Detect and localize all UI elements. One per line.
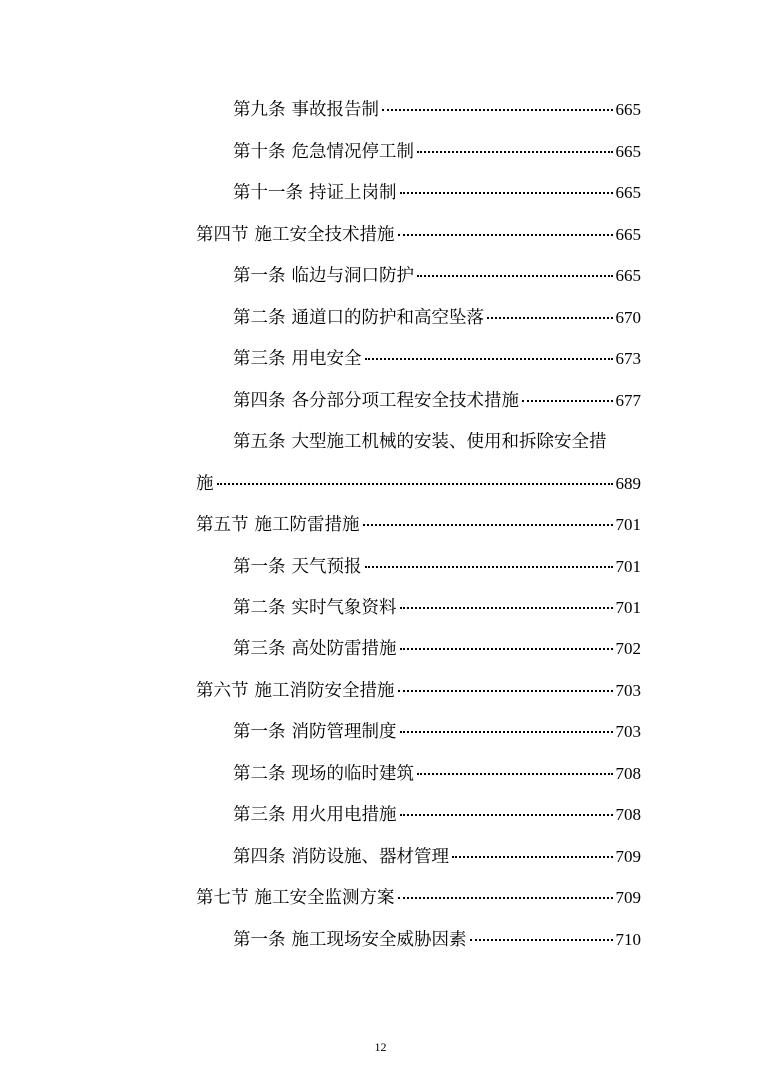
leader-dots xyxy=(365,566,613,568)
leader-dots xyxy=(382,109,613,111)
toc-entry-number: 第九条 xyxy=(233,100,286,120)
leader-dots xyxy=(400,192,613,194)
toc-entry[interactable] xyxy=(233,346,641,372)
toc-entry-page: 701 xyxy=(615,598,641,617)
toc-entry-title: 高处防雷措施 xyxy=(291,639,397,659)
page-number: 12 xyxy=(374,1040,387,1054)
toc-section-entry[interactable] xyxy=(196,222,641,248)
toc-entry-title: 各分部分项工程安全技术措施 xyxy=(291,391,519,411)
toc-entry[interactable] xyxy=(233,636,641,662)
toc-entry[interactable] xyxy=(233,927,641,953)
toc-entry-page: 665 xyxy=(615,142,641,161)
toc-entry-page: 703 xyxy=(615,681,641,700)
toc-entry-number: 第一条 xyxy=(233,722,286,742)
toc-entry-title: 实时气象资料 xyxy=(291,598,397,618)
toc-entry-number: 第四条 xyxy=(233,391,286,411)
toc-entry-title: 用火用电措施 xyxy=(291,805,397,825)
toc-section-title: 施工防雷措施 xyxy=(254,515,360,535)
toc-entry-title: 危急情况停工制 xyxy=(291,142,414,162)
leader-dots xyxy=(400,814,613,816)
toc-entry-number: 第二条 xyxy=(233,308,286,328)
toc-entry-number: 第一条 xyxy=(233,266,286,286)
toc-entry-page: 710 xyxy=(615,930,641,949)
toc-entry-title: 持证上岗制 xyxy=(309,183,397,203)
toc-entry-page: 703 xyxy=(615,722,641,741)
leader-dots xyxy=(400,648,613,650)
toc-entry-title: 用电安全 xyxy=(291,349,362,369)
toc-entry-number: 第一条 xyxy=(233,557,286,577)
toc-entry-title-continuation: 施 xyxy=(196,474,214,494)
toc-entry[interactable] xyxy=(233,761,641,787)
toc-entry-page: 670 xyxy=(615,308,641,327)
toc-entry-title: 消防管理制度 xyxy=(291,722,397,742)
leader-dots xyxy=(400,731,613,733)
toc-entry-title: 天气预报 xyxy=(291,557,362,577)
leader-dots xyxy=(398,690,613,692)
toc-entry-page: 665 xyxy=(615,100,641,119)
toc-entry[interactable] xyxy=(233,802,641,828)
leader-dots xyxy=(363,524,613,526)
toc-entry-number: 第三条 xyxy=(233,805,286,825)
toc-entry-title: 事故报告制 xyxy=(291,100,379,120)
toc-entry-title: 施工现场安全威胁因素 xyxy=(291,930,467,950)
toc-section-title: 施工安全监测方案 xyxy=(254,888,395,908)
toc-entry-page: 665 xyxy=(615,225,641,244)
toc-section-entry[interactable] xyxy=(196,885,641,911)
toc-entry-number: 第五条 xyxy=(233,432,286,452)
toc-entry-page: 689 xyxy=(615,474,641,493)
leader-dots xyxy=(417,151,613,153)
toc-entry-page: 702 xyxy=(615,639,641,658)
toc-entry-number: 第十条 xyxy=(233,142,286,162)
toc-entry-title: 现场的临时建筑 xyxy=(291,764,414,784)
toc-entry-title: 大型施工机械的安装、使用和拆除安全措 xyxy=(291,432,607,452)
toc-section-number: 第四节 xyxy=(196,225,249,245)
leader-dots xyxy=(398,897,613,899)
toc-entry-continuation[interactable] xyxy=(196,471,641,497)
toc-entry[interactable] xyxy=(233,97,641,123)
toc-entry[interactable] xyxy=(233,719,641,745)
toc-entry[interactable] xyxy=(233,263,641,289)
toc-entry[interactable] xyxy=(233,305,641,331)
toc-section-entry[interactable] xyxy=(196,678,641,704)
leader-dots xyxy=(398,234,613,236)
leader-dots xyxy=(417,275,613,277)
toc-entry[interactable] xyxy=(233,844,641,870)
toc-entry-page: 709 xyxy=(615,888,641,907)
toc-entry-page: 708 xyxy=(615,764,641,783)
toc-entry-number: 第二条 xyxy=(233,764,286,784)
toc-entry-number: 第二条 xyxy=(233,598,286,618)
toc-entry-page: 701 xyxy=(615,557,641,576)
leader-dots xyxy=(470,939,613,941)
toc-entry-number: 第一条 xyxy=(233,930,286,950)
toc-entry-page: 665 xyxy=(615,266,641,285)
toc-entry-wrapped[interactable] xyxy=(233,429,641,455)
toc-entry-number: 第三条 xyxy=(233,639,286,659)
leader-dots xyxy=(522,400,613,402)
toc-entry[interactable] xyxy=(233,595,641,621)
toc-entry-page: 708 xyxy=(615,805,641,824)
leader-dots xyxy=(417,773,613,775)
toc-entry-number: 第十一条 xyxy=(233,183,303,203)
toc-entry-title: 通道口的防护和高空坠落 xyxy=(291,308,484,328)
toc-section-number: 第七节 xyxy=(196,888,249,908)
toc-entry-number: 第三条 xyxy=(233,349,286,369)
leader-dots xyxy=(365,358,613,360)
toc-entry-page: 665 xyxy=(615,183,641,202)
leader-dots xyxy=(487,317,613,319)
toc-entry-number: 第四条 xyxy=(233,847,286,867)
toc-entry-page: 709 xyxy=(615,847,641,866)
toc-section-title: 施工安全技术措施 xyxy=(254,225,395,245)
toc-entry-page: 673 xyxy=(615,349,641,368)
toc-section-number: 第五节 xyxy=(196,515,249,535)
toc-entry-page: 677 xyxy=(615,391,641,410)
toc-entry-title: 消防设施、器材管理 xyxy=(291,847,449,867)
toc-entry[interactable] xyxy=(233,388,641,414)
toc-entry-title: 临边与洞口防护 xyxy=(291,266,414,286)
leader-dots xyxy=(217,483,613,485)
toc-section-entry[interactable] xyxy=(196,512,641,538)
toc-entry[interactable] xyxy=(233,180,641,206)
toc-entry-page: 701 xyxy=(615,515,641,534)
leader-dots xyxy=(400,607,613,609)
toc-entry[interactable] xyxy=(233,554,641,580)
leader-dots xyxy=(452,856,613,858)
toc-entry[interactable] xyxy=(233,139,641,165)
toc-section-number: 第六节 xyxy=(196,681,249,701)
toc-section-title: 施工消防安全措施 xyxy=(254,681,395,701)
